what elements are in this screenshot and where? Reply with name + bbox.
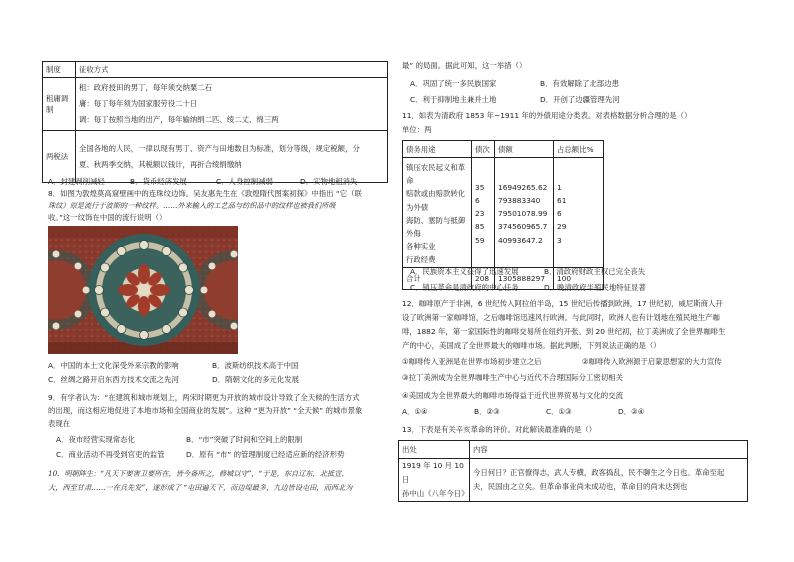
table-row (43, 78, 388, 131)
q12-statement: ③拉丁美洲成为全世界咖啡生产中心与近代不合理国际分工密切相关 (402, 373, 623, 382)
q9-options-row-2 (56, 449, 344, 460)
source-line: 孙中山《八年今日》 (402, 489, 469, 498)
q12-statement: ④美国成为全世界最大的咖啡市场得益于近代世界贸易与文化的交流 (402, 391, 623, 400)
option: B．货币经济发展 (130, 177, 187, 186)
option: D．晚清政府半殖民地特征显著 (544, 283, 646, 292)
q10-options-row-2 (410, 94, 620, 105)
option: D．隋朝文化的多元化发展 (212, 375, 299, 384)
cell: 793883340 (498, 196, 541, 205)
option: A．夜市经营实现常态化 (56, 435, 135, 444)
option: C．镇压革命是清政府的中心任务 (410, 283, 519, 292)
cell: 各种实业 (406, 242, 436, 252)
option: B．有效解除了北部边患 (540, 79, 619, 88)
content-line: 夫，民国由之立矣。但革命事业尚未成功也，革命目的尚未达到也 (473, 482, 688, 491)
option: A．中国的本土文化深受外来宗教的影响 (48, 361, 179, 370)
content-line: 夏、秋两季交纳，其税额以钱计，再折合绫绢缴纳 (79, 159, 242, 169)
row-label: 两税法 (43, 131, 76, 183)
tax-system-table (42, 61, 388, 183)
cell: 40993647.2 (498, 235, 543, 245)
source-line: 1919 年 10 月 10 日 (402, 461, 464, 484)
cell: 行政经费 (406, 255, 436, 265)
q12-stem-line: 设了欧洲第一家咖啡馆，之后咖啡馆迅速风行欧洲。与此同时，欧洲人也有计划地在殖民地生产咖 (402, 313, 720, 322)
q13-stem: 13．下表是有关辛亥革命的评价。对此解读最准确的是（） (402, 425, 597, 434)
q11-stem-line: 11．如表为清政府 1853 年~1911 年的外债用途分类表。对表格数据分析合理的是（） (402, 111, 692, 120)
cell: 61 (557, 196, 567, 205)
content-line: 调：每丁按照当地的出产，每年输纳绢二匹、绫二丈、绵三两 (79, 115, 279, 124)
table-header-row (399, 441, 748, 459)
header-cell: 内容 (470, 441, 748, 459)
row-content (76, 78, 388, 131)
row-content (76, 131, 388, 183)
cell: 374560965.7 (498, 222, 548, 232)
q8-options-row-1 (48, 360, 298, 371)
q12-stem-line: 产的中心，美国成了全世界最大的咖啡市场。据此判断，下列说法正确的是（） (402, 341, 661, 350)
cell: 3 (557, 235, 562, 245)
header-cell: 债额 (495, 141, 554, 158)
q9-stem-line: 9．有学者认为：“在建筑和城市规划上，两宋时期更为开放的城市设计导致了全天候的生活方式 (48, 393, 360, 402)
statement: ②咖啡传入欧洲源于启蒙思想家的大力宣传 (582, 357, 722, 366)
row-label: 租庸调制 (43, 78, 76, 131)
q9-options-row-1 (56, 434, 302, 445)
table-header-row (403, 141, 604, 158)
dunhuang-pearl-roundel-mural-image (48, 226, 238, 354)
option: C．人身控制减弱 (216, 177, 273, 186)
q11-options-row-1 (410, 266, 645, 277)
cell: 合计 (403, 267, 472, 289)
cell: 35 (475, 182, 485, 192)
cell: 镇压农民起义和革命 (406, 163, 466, 186)
q8-stem-line: 收。”这一纹饰在中国的流行说明（） (48, 213, 167, 222)
cell: 79501078.99 (498, 209, 548, 219)
cell: 29 (557, 222, 567, 232)
header-cell: 出处 (399, 441, 470, 459)
header-cell: 占总额比% (554, 141, 604, 158)
q8-stem-line: 珠纹）原是流行于波斯的一种纹样。……外来输入的工艺品与纺织品中的纹样也被我们所吸 (48, 201, 336, 210)
statement: ①咖啡传入亚洲是在世界市场初步建立之后 (402, 357, 542, 366)
option: D．原有 “市” 的管理制度已经适应新的经济形势 (186, 450, 345, 459)
q8-options-row-2 (48, 374, 299, 385)
option: D．②④ (618, 407, 645, 416)
content-line: 租：政府授田的男丁，每年须交纳粟二石 (79, 83, 213, 92)
option: B．清政府财政主权已完全丧失 (544, 267, 646, 276)
q8-stem-line: 8．如图为敦煌莫高窟壁画中的连珠纹边饰。吴友惠先生在《敦煌隋代图案初探》中指出 “它（联 (48, 189, 362, 198)
option: C．商业活动不再受到官吏的监管 (56, 450, 165, 459)
content-line: 全国各地的人民，一律以现有男丁、资产与田地数目为标准，划分等级，规定税额，分 (79, 143, 360, 153)
option: A．封建剥削减轻 (48, 177, 105, 186)
q9-stem-line: 表现在 (48, 419, 71, 428)
option: D．开创了边疆管理先河 (540, 95, 620, 104)
option: A．民族资本主义获得了迅速发展 (410, 267, 519, 276)
header-cell: 征收方式 (76, 62, 388, 78)
option: C．丝绸之路开启东西方技术交流之先河 (48, 375, 179, 384)
content-cell (470, 459, 748, 502)
q12-statements-row-1 (402, 356, 722, 367)
q11-unit-line: 单位：两 (402, 125, 432, 134)
q12-stem-line: 啡，1882 年，第一家国际性的咖啡交易所在纽约开张。到 20 世纪初，拉丁美洲成了全世界咖啡生 (402, 327, 726, 336)
q11-options-row-2 (410, 282, 646, 293)
cell: 59 (475, 235, 485, 245)
q9-stem-line: 的出现，而这相应地促进了本地市场和全国商业的发展”。这种 “更为开放” “全天候” 的城市景象 (48, 406, 363, 415)
table-header-row (43, 62, 388, 78)
cell: 海防、塞防与抵御外侮 (406, 215, 466, 239)
option: A．①④ (402, 407, 428, 416)
header-cell: 制度 (43, 62, 76, 78)
q10-stem-continued: 最” 的局面。据此可知，这一举措（） (402, 61, 527, 70)
q12-stem-line: 12．咖啡原产于非洲，6 世纪传入阿拉伯半岛，15 世纪后传播到欧洲，17 世纪初，威尼斯商人开 (402, 299, 723, 308)
option: C．利于抑制地主兼并土地 (410, 95, 497, 104)
header-cell: 债务用途 (403, 141, 472, 158)
cell: 1 (557, 182, 562, 192)
cell: 16949265.62 (498, 182, 548, 192)
option: B．“市”突破了时间和空间上的限制 (186, 435, 303, 444)
option: D．实物地租消失 (300, 177, 358, 186)
cell: 6 (557, 209, 562, 219)
option: C．①③ (546, 407, 572, 416)
option: A．巩固了统一多民族国家 (410, 79, 497, 88)
q10-stem-line: 大，西至甘肃……一在兵先发”，遂形成了 “屯田遍天下，而边堤最多，九边皆设屯田，而西北为 (48, 483, 353, 492)
table-row (43, 131, 388, 183)
q10-options-row-1 (410, 78, 619, 89)
cell: 100 (554, 267, 604, 289)
q12-options (402, 406, 644, 417)
cell: 23 (475, 209, 485, 219)
header-cell: 债次 (472, 141, 495, 158)
cell: 6 (475, 196, 480, 205)
cell: 赔款或由赔款转化为外债 (406, 189, 466, 212)
option: B．波斯纺织技术高于中国 (212, 361, 299, 370)
content-line: 今日何日？正官僚得志，武人专横，政客捣乱，民不聊生之今日也。革命至起 (473, 468, 725, 477)
revolution-evaluation-table (398, 440, 748, 502)
q10-stem-line: 10．明朝阵生：“凡天下要害卫要所在，皆今备所之，修城以守”，“于是，东自辽东，北抵宣、 (48, 469, 349, 478)
table-row (399, 459, 748, 502)
q7-options (48, 176, 388, 187)
source-cell (399, 459, 470, 502)
cell: 85 (475, 222, 485, 232)
cell: 1305888297 (495, 267, 554, 289)
table-row (403, 158, 604, 268)
content-line: 庸：每丁每年须为国家服劳役二十日 (79, 99, 198, 108)
option: B．②③ (474, 407, 500, 416)
cell: 208 (472, 267, 495, 289)
